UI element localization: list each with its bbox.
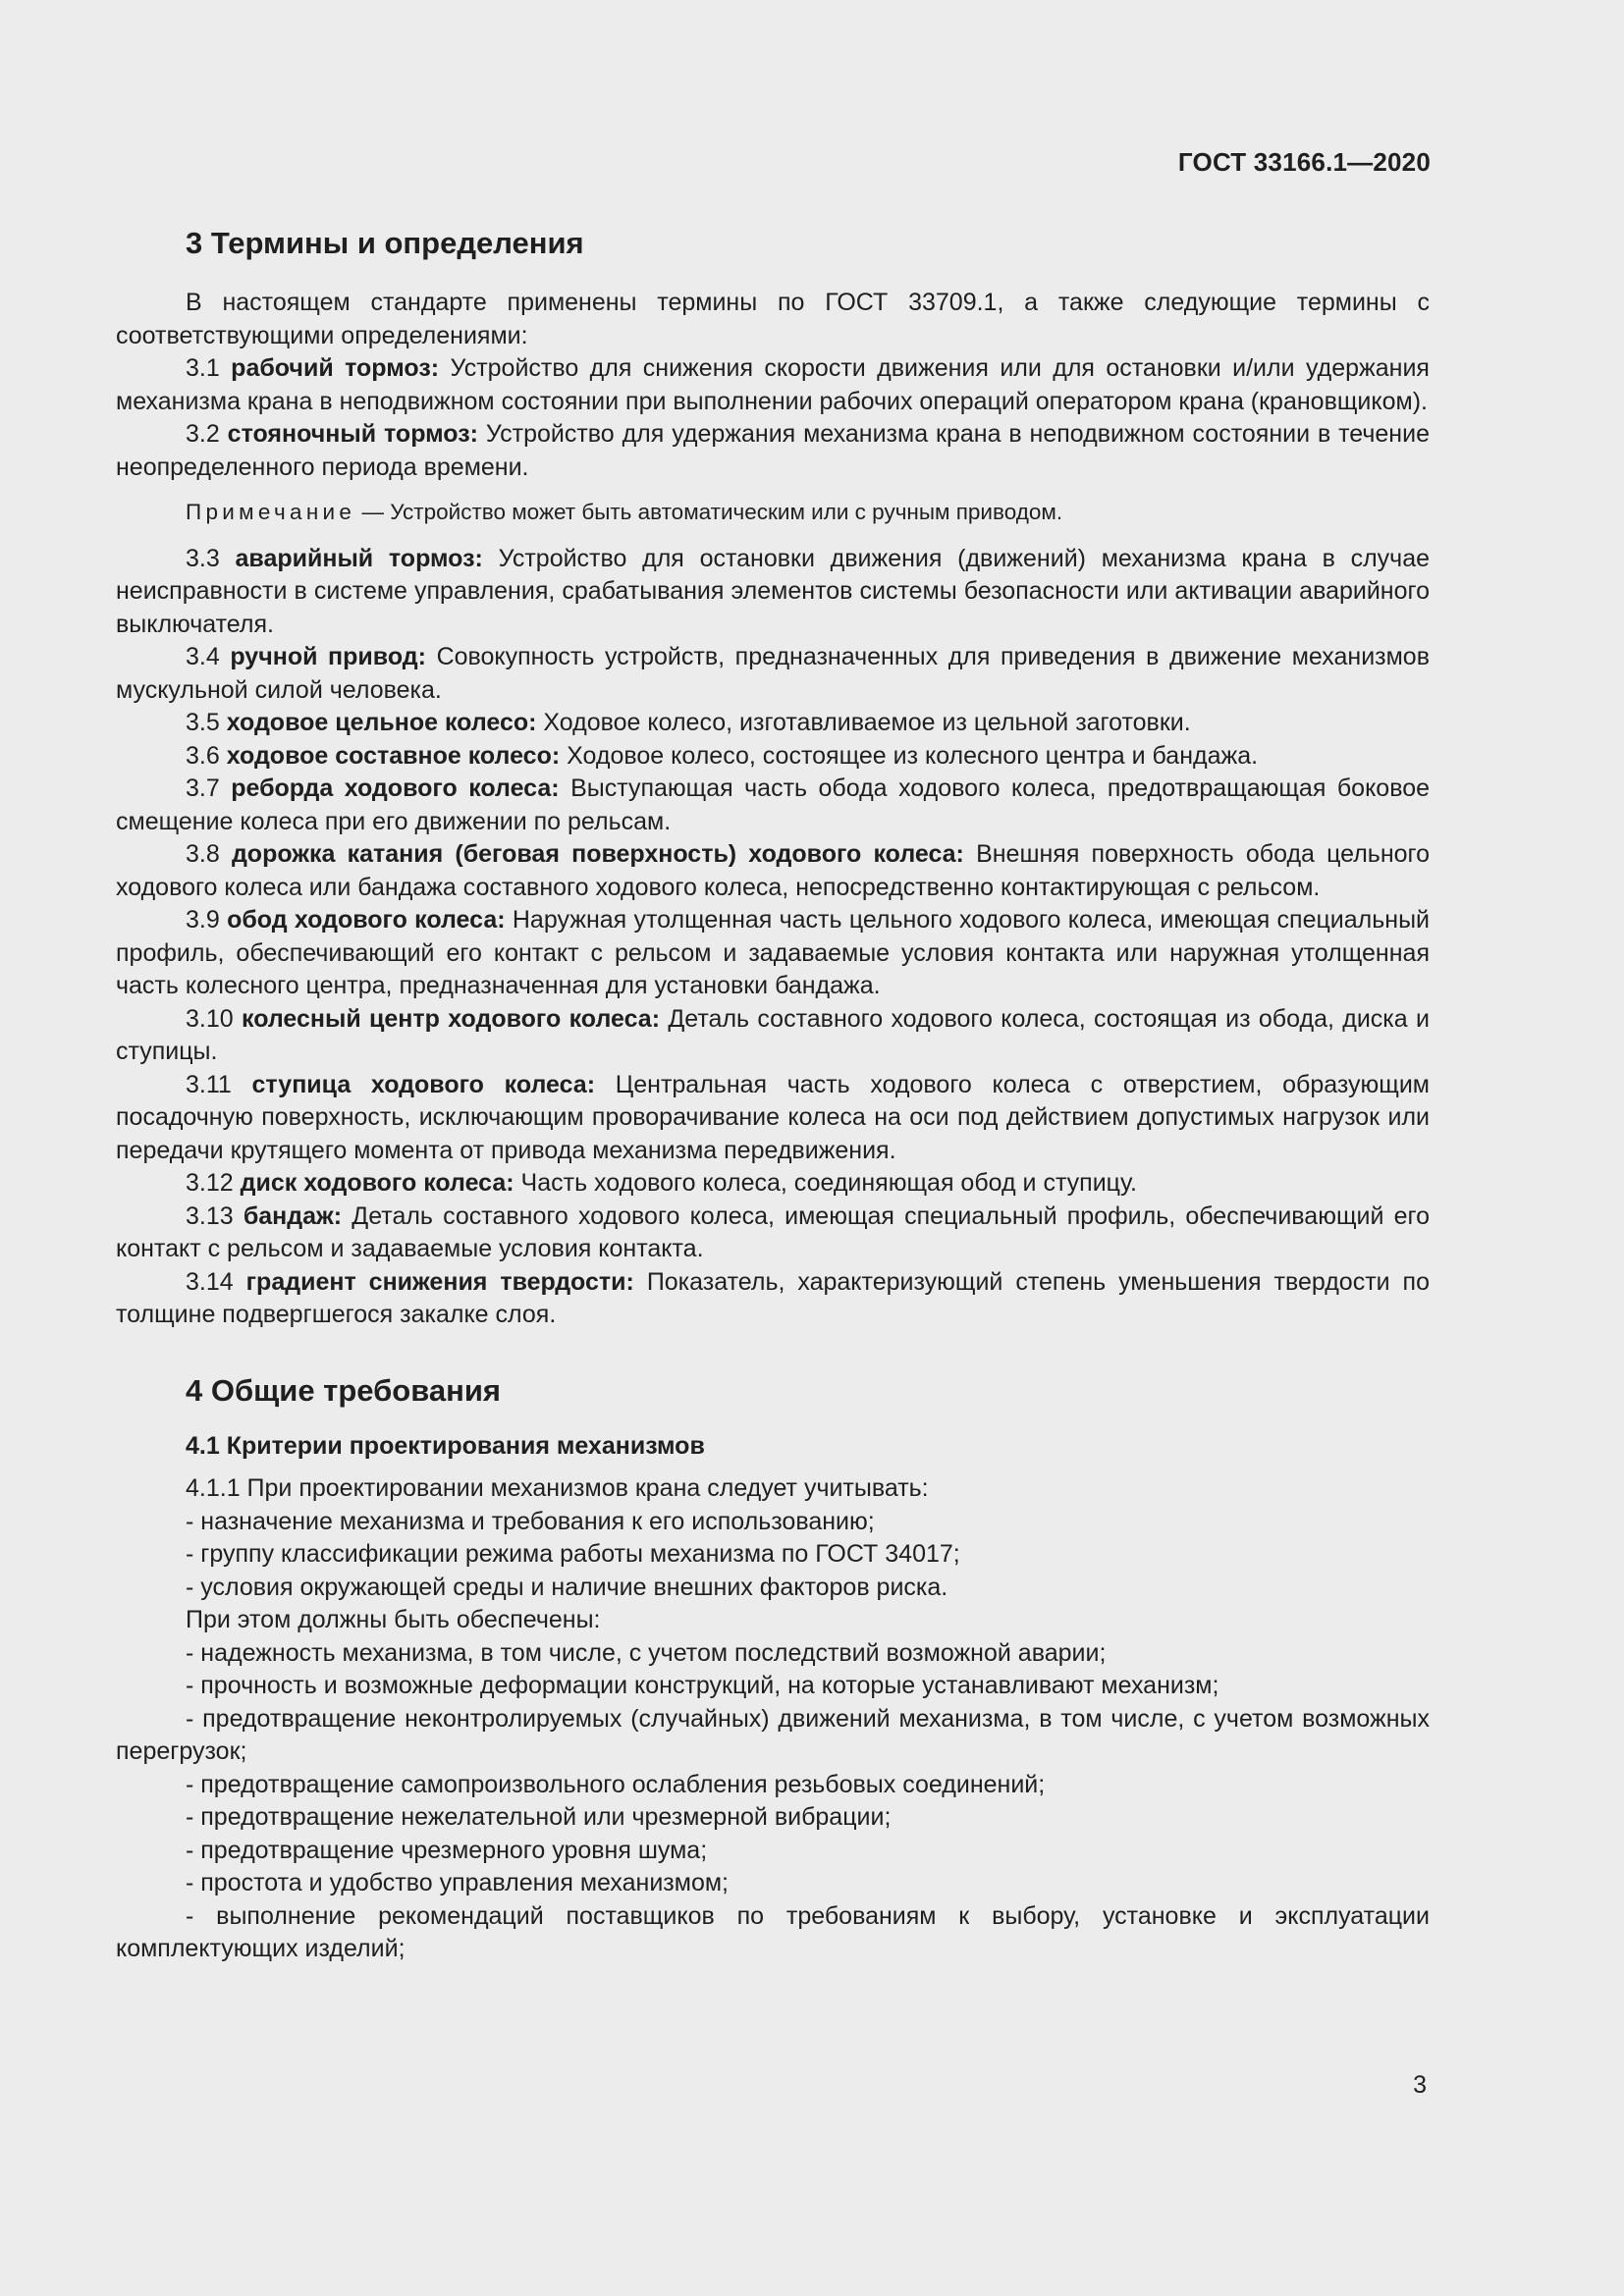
note <box>116 496 1430 529</box>
list-item: - простота и удобство управления механизмом; <box>186 1869 729 1896</box>
term-item <box>116 838 1430 904</box>
document-code-header: ГОСТ 33166.1—2020 <box>1177 147 1431 177</box>
section-3-intro: В настоящем стандарте применены термины по ГОСТ 33709.1, а также следующие термины с соответствующими определениями: <box>116 289 1430 349</box>
term-name: рабочий тормоз: <box>231 354 440 382</box>
term-number: 3.4 <box>186 643 220 670</box>
list-item: - прочность и возможные деформации конструкций, на которые устанавливают механизм; <box>186 1672 1219 1699</box>
term-name: обод ходового колеса: <box>227 906 506 934</box>
term-number: 3.14 <box>186 1267 234 1296</box>
term-name: диск ходового колеса: <box>240 1169 514 1197</box>
list-item: - назначение механизма и требования к его использованию; <box>186 1507 875 1535</box>
term-definition: Ходовое колесо, состоящее из колесного центра и бандажа. <box>567 741 1259 770</box>
term-definition: Наружная утолщенная часть цельного ходового колеса, имеющая специальный профиль, обеспечивающий его контакт с рельсом и задаваемые условия контакта или наружная утолщенная часть колесного центра, предназначенная для установки бандажа. <box>116 906 1431 999</box>
section-4-title: 4 Общие требования <box>186 1372 501 1408</box>
term-name: ступица ходового колеса: <box>251 1070 596 1098</box>
term-name: ходовое составное колесо: <box>226 741 561 770</box>
section-3-title: 3 Термины и определения <box>186 226 584 260</box>
term-item <box>116 1266 1430 1332</box>
note-text: — Устройство может быть автоматическим или с ручным приводом. <box>361 500 1063 524</box>
terms-list-1 <box>116 352 1430 484</box>
term-item <box>116 641 1430 707</box>
term-item <box>116 740 1430 774</box>
considerations-list <box>116 1506 1430 1605</box>
list-item: - условия окружающей среды и наличие внешних факторов риска. <box>186 1573 948 1601</box>
term-definition: Устройство для снижения скорости движения или для остановки и/или удержания механизма крана в неподвижном состоянии при выполнении рабочих операций оператором крана (крановщиком). <box>116 354 1430 415</box>
requirements-lead: При этом должны быть обеспечены: <box>186 1606 601 1633</box>
list-item: - выполнение рекомендаций поставщиков по требованиям к выбору, установке и эксплуатации комплектующих изделий; <box>116 1901 1430 1962</box>
list-item: - надежность механизма, в том числе, с учетом последствий возможной аварии; <box>186 1638 1107 1667</box>
term-number: 3.2 <box>186 420 220 448</box>
requirements-list <box>116 1637 1430 1966</box>
term-item <box>116 904 1430 1003</box>
term-name: дорожка катания (беговая поверхность) ходового колеса: <box>231 840 964 868</box>
term-number: 3.12 <box>186 1169 234 1197</box>
term-definition: Часть ходового колеса, соединяющая обод и ступицу. <box>520 1169 1137 1197</box>
term-name: градиент снижения твердости: <box>245 1267 634 1296</box>
list-item: - предотвращение нежелательной или чрезмерной вибрации; <box>186 1803 892 1831</box>
clause-4-1-1-lead: 4.1.1 При проектировании механизмов крана следует учитывать: <box>186 1474 929 1502</box>
term-number: 3.6 <box>186 741 220 770</box>
term-number: 3.10 <box>186 1004 234 1033</box>
term-number: 3.8 <box>186 840 220 868</box>
list-item: - предотвращение самопроизвольного ослабления резьбовых соединений; <box>186 1770 1046 1798</box>
term-number: 3.1 <box>186 354 220 382</box>
term-item <box>116 1167 1430 1201</box>
term-number: 3.13 <box>186 1201 234 1230</box>
subsection-4-1-title: 4.1 Критерии проектирования механизмов <box>186 1431 705 1460</box>
term-definition: Выступающая часть обода ходового колеса, предотвращающая боковое смещение колеса при его движении по рельсам. <box>116 774 1431 835</box>
page-number: 3 <box>1413 2071 1427 2099</box>
term-definition: Устройство для удержания механизма крана в неподвижном состоянии в течение неопределенного периода времени. <box>116 420 1430 481</box>
term-number: 3.9 <box>186 906 220 934</box>
term-item <box>116 1069 1430 1168</box>
term-name: стояночный тормоз: <box>227 420 478 448</box>
term-name: ручной привод: <box>230 643 426 670</box>
term-definition: Показатель, характеризующий степень уменьшения твердости по толщине подвергшегося закалке слоя. <box>116 1267 1431 1328</box>
term-item <box>116 418 1430 484</box>
terms-list-2 <box>116 543 1430 1332</box>
term-definition: Деталь составного ходового колеса, состоящая из обода, диска и ступицы. <box>116 1004 1430 1065</box>
term-name: ходовое цельное колесо: <box>226 709 537 736</box>
term-name: аварийный тормоз: <box>235 544 483 572</box>
term-item <box>116 543 1430 642</box>
term-name: реборда ходового колеса: <box>231 774 560 802</box>
document-body <box>116 222 1430 1966</box>
term-item <box>116 1201 1430 1266</box>
term-definition: Центральная часть ходового колеса с отверстием, образующим посадочную поверхность, исключающим проворачивание колеса на оси под действием допустимых нагрузок или передачи крутящего момента от привода механизма передвижения. <box>116 1070 1430 1164</box>
term-name: бандаж: <box>243 1201 343 1230</box>
term-number: 3.3 <box>186 544 220 572</box>
term-definition: Ходовое колесо, изготавливаемое из цельной заготовки. <box>543 709 1191 736</box>
term-item <box>116 773 1430 838</box>
term-definition: Деталь составного ходового колеса, имеющая специальный профиль, обеспечивающий его контакт с рельсом и задаваемые условия контакта. <box>116 1201 1430 1262</box>
term-number: 3.7 <box>186 774 220 802</box>
term-number: 3.5 <box>186 709 220 736</box>
term-definition: Устройство для остановки движения (движений) механизма крана в случае неисправности в системе управления, срабатывания элементов системы безопасности или активации аварийного выключателя. <box>116 544 1431 638</box>
term-definition: Внешняя поверхность обода цельного ходового колеса или бандажа составного ходового колеса, непосредственно контактирующая с рельсом. <box>116 840 1430 901</box>
list-item: - группу классификации режима работы механизма по ГОСТ 34017; <box>186 1540 960 1568</box>
term-name: колесный центр ходового колеса: <box>242 1004 661 1033</box>
term-item <box>116 352 1430 418</box>
term-item <box>116 707 1430 740</box>
list-item: - предотвращение чрезмерного уровня шума; <box>186 1836 708 1864</box>
term-number: 3.11 <box>186 1070 232 1098</box>
term-definition: Совокупность устройств, предназначенных для приведения в движение механизмов мускульной силой человека. <box>116 643 1430 704</box>
note-label: Примечание <box>186 500 356 524</box>
list-item: - предотвращение неконтролируемых (случайных) движений механизма, в том числе, с учетом возможных перегрузок; <box>116 1704 1430 1765</box>
term-item <box>116 1003 1430 1069</box>
